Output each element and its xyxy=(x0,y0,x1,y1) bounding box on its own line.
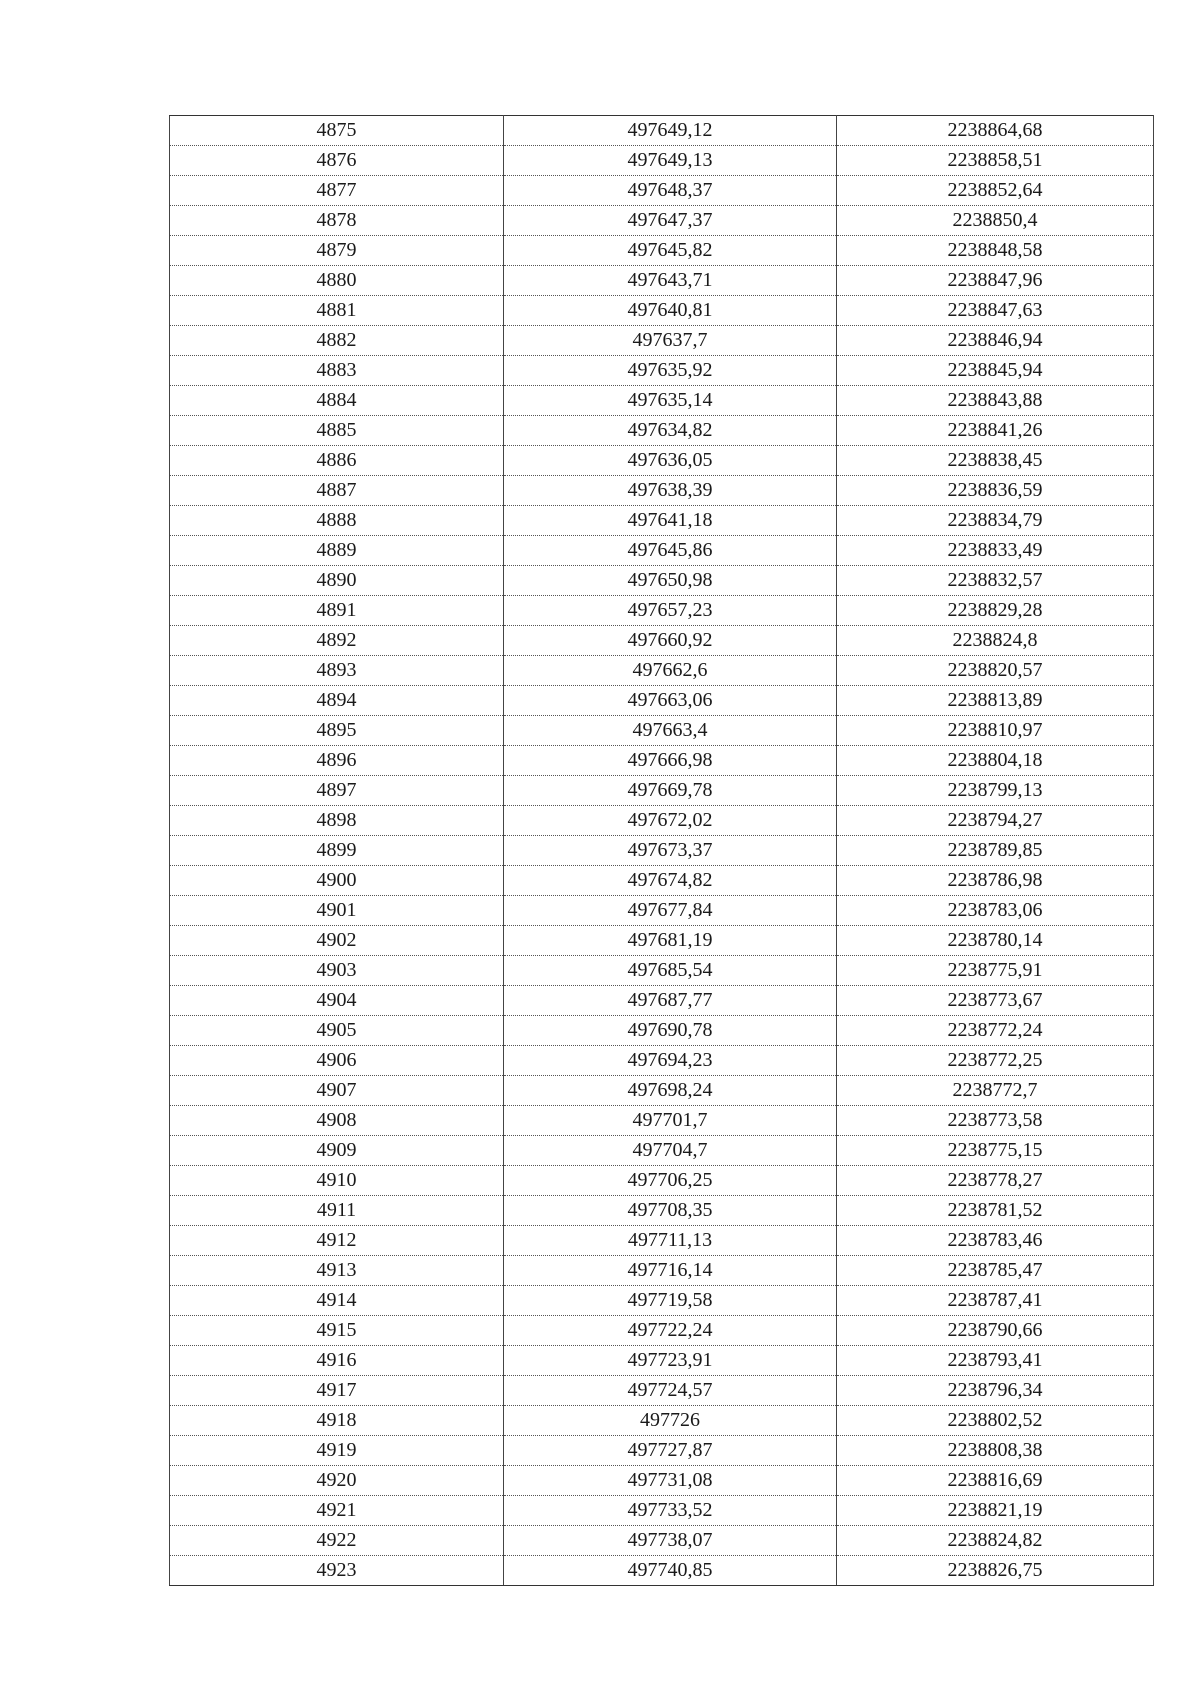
table-row xyxy=(170,1466,1154,1496)
table-row xyxy=(170,116,1154,146)
table-row xyxy=(170,1046,1154,1076)
point-number-cell: 4890 xyxy=(170,566,504,596)
y-coordinate-cell: 2238843,88 xyxy=(837,386,1154,416)
y-coordinate-cell: 2238773,67 xyxy=(837,986,1154,1016)
x-coordinate-cell: 497672,02 xyxy=(504,806,837,836)
x-coordinate-cell: 497663,06 xyxy=(504,686,837,716)
x-coordinate-cell: 497677,84 xyxy=(504,896,837,926)
table-row xyxy=(170,986,1154,1016)
y-coordinate-cell: 2238794,27 xyxy=(837,806,1154,836)
y-coordinate-cell: 2238778,27 xyxy=(837,1166,1154,1196)
y-coordinate-cell: 2238820,57 xyxy=(837,656,1154,686)
point-number-cell: 4897 xyxy=(170,776,504,806)
y-coordinate-cell: 2238841,26 xyxy=(837,416,1154,446)
x-coordinate-cell: 497706,25 xyxy=(504,1166,837,1196)
point-number-cell: 4879 xyxy=(170,236,504,266)
y-coordinate-cell: 2238847,63 xyxy=(837,296,1154,326)
y-coordinate-cell: 2238772,7 xyxy=(837,1076,1154,1106)
x-coordinate-cell: 497731,08 xyxy=(504,1466,837,1496)
x-coordinate-cell: 497648,37 xyxy=(504,176,837,206)
table-row xyxy=(170,1316,1154,1346)
table-row xyxy=(170,1436,1154,1466)
point-number-cell: 4884 xyxy=(170,386,504,416)
y-coordinate-cell: 2238781,52 xyxy=(837,1196,1154,1226)
point-number-cell: 4893 xyxy=(170,656,504,686)
point-number-cell: 4919 xyxy=(170,1436,504,1466)
y-coordinate-cell: 2238821,19 xyxy=(837,1496,1154,1526)
x-coordinate-cell: 497649,12 xyxy=(504,116,837,146)
table-row xyxy=(170,716,1154,746)
x-coordinate-cell: 497662,6 xyxy=(504,656,837,686)
point-number-cell: 4908 xyxy=(170,1106,504,1136)
y-coordinate-cell: 2238783,46 xyxy=(837,1226,1154,1256)
point-number-cell: 4887 xyxy=(170,476,504,506)
table-row xyxy=(170,746,1154,776)
point-number-cell: 4906 xyxy=(170,1046,504,1076)
x-coordinate-cell: 497723,91 xyxy=(504,1346,837,1376)
x-coordinate-cell: 497636,05 xyxy=(504,446,837,476)
y-coordinate-cell: 2238775,91 xyxy=(837,956,1154,986)
x-coordinate-cell: 497673,37 xyxy=(504,836,837,866)
y-coordinate-cell: 2238847,96 xyxy=(837,266,1154,296)
table-row xyxy=(170,146,1154,176)
point-number-cell: 4915 xyxy=(170,1316,504,1346)
table-row xyxy=(170,536,1154,566)
y-coordinate-cell: 2238846,94 xyxy=(837,326,1154,356)
point-number-cell: 4891 xyxy=(170,596,504,626)
point-number-cell: 4880 xyxy=(170,266,504,296)
point-number-cell: 4922 xyxy=(170,1526,504,1556)
y-coordinate-cell: 2238793,41 xyxy=(837,1346,1154,1376)
x-coordinate-cell: 497722,24 xyxy=(504,1316,837,1346)
y-coordinate-cell: 2238836,59 xyxy=(837,476,1154,506)
x-coordinate-cell: 497704,7 xyxy=(504,1136,837,1166)
x-coordinate-cell: 497674,82 xyxy=(504,866,837,896)
point-number-cell: 4895 xyxy=(170,716,504,746)
table-row xyxy=(170,326,1154,356)
point-number-cell: 4902 xyxy=(170,926,504,956)
y-coordinate-cell: 2238852,64 xyxy=(837,176,1154,206)
point-number-cell: 4888 xyxy=(170,506,504,536)
table-row xyxy=(170,1076,1154,1106)
point-number-cell: 4918 xyxy=(170,1406,504,1436)
table-row xyxy=(170,1196,1154,1226)
y-coordinate-cell: 2238799,13 xyxy=(837,776,1154,806)
point-number-cell: 4875 xyxy=(170,116,504,146)
x-coordinate-cell: 497719,58 xyxy=(504,1286,837,1316)
x-coordinate-cell: 497666,98 xyxy=(504,746,837,776)
coordinates-table-body xyxy=(170,116,1154,1586)
table-row xyxy=(170,1406,1154,1436)
table-row xyxy=(170,266,1154,296)
x-coordinate-cell: 497635,14 xyxy=(504,386,837,416)
x-coordinate-cell: 497711,13 xyxy=(504,1226,837,1256)
x-coordinate-cell: 497694,23 xyxy=(504,1046,837,1076)
x-coordinate-cell: 497733,52 xyxy=(504,1496,837,1526)
x-coordinate-cell: 497690,78 xyxy=(504,1016,837,1046)
table-row xyxy=(170,1226,1154,1256)
x-coordinate-cell: 497649,13 xyxy=(504,146,837,176)
y-coordinate-cell: 2238789,85 xyxy=(837,836,1154,866)
x-coordinate-cell: 497685,54 xyxy=(504,956,837,986)
y-coordinate-cell: 2238796,34 xyxy=(837,1376,1154,1406)
y-coordinate-cell: 2238804,18 xyxy=(837,746,1154,776)
x-coordinate-cell: 497663,4 xyxy=(504,716,837,746)
y-coordinate-cell: 2238833,49 xyxy=(837,536,1154,566)
table-row xyxy=(170,386,1154,416)
table-row xyxy=(170,596,1154,626)
point-number-cell: 4885 xyxy=(170,416,504,446)
point-number-cell: 4889 xyxy=(170,536,504,566)
table-row xyxy=(170,506,1154,536)
point-number-cell: 4911 xyxy=(170,1196,504,1226)
x-coordinate-cell: 497669,78 xyxy=(504,776,837,806)
point-number-cell: 4892 xyxy=(170,626,504,656)
point-number-cell: 4921 xyxy=(170,1496,504,1526)
y-coordinate-cell: 2238810,97 xyxy=(837,716,1154,746)
table-row xyxy=(170,1526,1154,1556)
table-row xyxy=(170,1376,1154,1406)
y-coordinate-cell: 2238826,75 xyxy=(837,1556,1154,1586)
y-coordinate-cell: 2238772,25 xyxy=(837,1046,1154,1076)
y-coordinate-cell: 2238824,8 xyxy=(837,626,1154,656)
point-number-cell: 4877 xyxy=(170,176,504,206)
y-coordinate-cell: 2238838,45 xyxy=(837,446,1154,476)
y-coordinate-cell: 2238790,66 xyxy=(837,1316,1154,1346)
x-coordinate-cell: 497645,82 xyxy=(504,236,837,266)
point-number-cell: 4883 xyxy=(170,356,504,386)
point-number-cell: 4920 xyxy=(170,1466,504,1496)
coordinates-table xyxy=(169,115,1154,1586)
point-number-cell: 4886 xyxy=(170,446,504,476)
table-row xyxy=(170,926,1154,956)
x-coordinate-cell: 497635,92 xyxy=(504,356,837,386)
table-row xyxy=(170,1286,1154,1316)
y-coordinate-cell: 2238848,58 xyxy=(837,236,1154,266)
x-coordinate-cell: 497681,19 xyxy=(504,926,837,956)
y-coordinate-cell: 2238783,06 xyxy=(837,896,1154,926)
x-coordinate-cell: 497727,87 xyxy=(504,1436,837,1466)
table-row xyxy=(170,806,1154,836)
point-number-cell: 4881 xyxy=(170,296,504,326)
y-coordinate-cell: 2238845,94 xyxy=(837,356,1154,386)
point-number-cell: 4917 xyxy=(170,1376,504,1406)
x-coordinate-cell: 497708,35 xyxy=(504,1196,837,1226)
x-coordinate-cell: 497637,7 xyxy=(504,326,837,356)
table-row xyxy=(170,356,1154,386)
x-coordinate-cell: 497716,14 xyxy=(504,1256,837,1286)
point-number-cell: 4896 xyxy=(170,746,504,776)
x-coordinate-cell: 497724,57 xyxy=(504,1376,837,1406)
point-number-cell: 4900 xyxy=(170,866,504,896)
x-coordinate-cell: 497657,23 xyxy=(504,596,837,626)
table-row xyxy=(170,626,1154,656)
table-row xyxy=(170,1346,1154,1376)
table-row xyxy=(170,1166,1154,1196)
y-coordinate-cell: 2238850,4 xyxy=(837,206,1154,236)
point-number-cell: 4905 xyxy=(170,1016,504,1046)
y-coordinate-cell: 2238832,57 xyxy=(837,566,1154,596)
point-number-cell: 4912 xyxy=(170,1226,504,1256)
y-coordinate-cell: 2238808,38 xyxy=(837,1436,1154,1466)
point-number-cell: 4882 xyxy=(170,326,504,356)
y-coordinate-cell: 2238785,47 xyxy=(837,1256,1154,1286)
x-coordinate-cell: 497698,24 xyxy=(504,1076,837,1106)
point-number-cell: 4901 xyxy=(170,896,504,926)
x-coordinate-cell: 497726 xyxy=(504,1406,837,1436)
x-coordinate-cell: 497638,39 xyxy=(504,476,837,506)
y-coordinate-cell: 2238816,69 xyxy=(837,1466,1154,1496)
table-row xyxy=(170,656,1154,686)
point-number-cell: 4899 xyxy=(170,836,504,866)
x-coordinate-cell: 497660,92 xyxy=(504,626,837,656)
x-coordinate-cell: 497645,86 xyxy=(504,536,837,566)
point-number-cell: 4878 xyxy=(170,206,504,236)
table-row xyxy=(170,476,1154,506)
table-row xyxy=(170,686,1154,716)
table-row xyxy=(170,176,1154,206)
table-row xyxy=(170,836,1154,866)
table-row xyxy=(170,566,1154,596)
table-row xyxy=(170,1256,1154,1286)
point-number-cell: 4903 xyxy=(170,956,504,986)
table-row xyxy=(170,1106,1154,1136)
point-number-cell: 4923 xyxy=(170,1556,504,1586)
y-coordinate-cell: 2238834,79 xyxy=(837,506,1154,536)
x-coordinate-cell: 497740,85 xyxy=(504,1556,837,1586)
point-number-cell: 4910 xyxy=(170,1166,504,1196)
table-row xyxy=(170,1016,1154,1046)
point-number-cell: 4904 xyxy=(170,986,504,1016)
y-coordinate-cell: 2238775,15 xyxy=(837,1136,1154,1166)
y-coordinate-cell: 2238864,68 xyxy=(837,116,1154,146)
x-coordinate-cell: 497643,71 xyxy=(504,266,837,296)
y-coordinate-cell: 2238780,14 xyxy=(837,926,1154,956)
y-coordinate-cell: 2238829,28 xyxy=(837,596,1154,626)
x-coordinate-cell: 497650,98 xyxy=(504,566,837,596)
table-row xyxy=(170,776,1154,806)
point-number-cell: 4916 xyxy=(170,1346,504,1376)
x-coordinate-cell: 497687,77 xyxy=(504,986,837,1016)
table-row xyxy=(170,1556,1154,1586)
point-number-cell: 4914 xyxy=(170,1286,504,1316)
x-coordinate-cell: 497701,7 xyxy=(504,1106,837,1136)
y-coordinate-cell: 2238813,89 xyxy=(837,686,1154,716)
point-number-cell: 4907 xyxy=(170,1076,504,1106)
table-row xyxy=(170,956,1154,986)
table-row xyxy=(170,206,1154,236)
x-coordinate-cell: 497647,37 xyxy=(504,206,837,236)
y-coordinate-cell: 2238772,24 xyxy=(837,1016,1154,1046)
x-coordinate-cell: 497640,81 xyxy=(504,296,837,326)
x-coordinate-cell: 497634,82 xyxy=(504,416,837,446)
point-number-cell: 4876 xyxy=(170,146,504,176)
y-coordinate-cell: 2238802,52 xyxy=(837,1406,1154,1436)
point-number-cell: 4909 xyxy=(170,1136,504,1166)
table-row xyxy=(170,866,1154,896)
y-coordinate-cell: 2238824,82 xyxy=(837,1526,1154,1556)
table-row xyxy=(170,896,1154,926)
table-row xyxy=(170,1136,1154,1166)
y-coordinate-cell: 2238773,58 xyxy=(837,1106,1154,1136)
y-coordinate-cell: 2238858,51 xyxy=(837,146,1154,176)
x-coordinate-cell: 497641,18 xyxy=(504,506,837,536)
table-row xyxy=(170,416,1154,446)
y-coordinate-cell: 2238786,98 xyxy=(837,866,1154,896)
point-number-cell: 4913 xyxy=(170,1256,504,1286)
table-row xyxy=(170,446,1154,476)
x-coordinate-cell: 497738,07 xyxy=(504,1526,837,1556)
table-row xyxy=(170,236,1154,266)
point-number-cell: 4894 xyxy=(170,686,504,716)
table-row xyxy=(170,296,1154,326)
y-coordinate-cell: 2238787,41 xyxy=(837,1286,1154,1316)
point-number-cell: 4898 xyxy=(170,806,504,836)
table-row xyxy=(170,1496,1154,1526)
